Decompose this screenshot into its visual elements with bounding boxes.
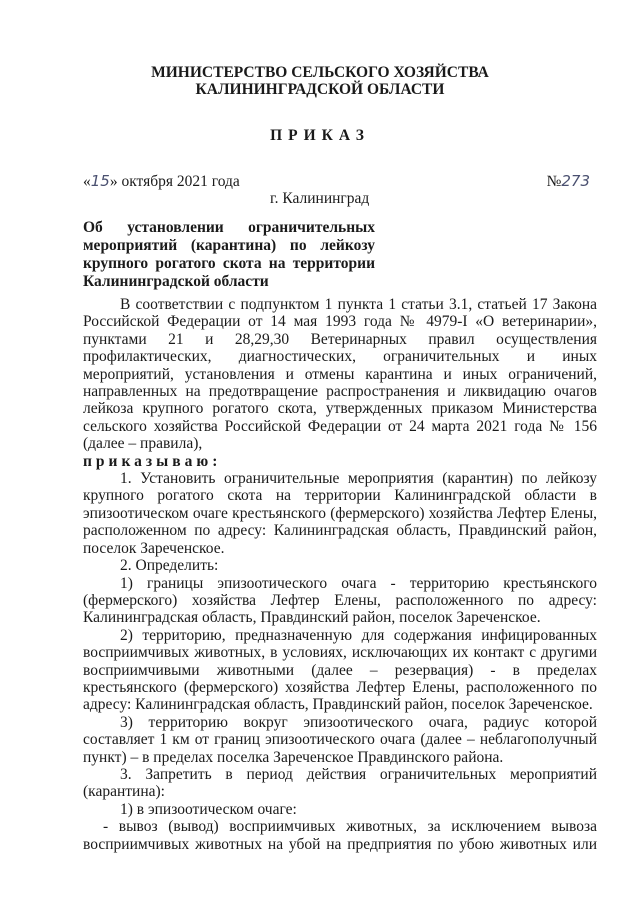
item-1: 1. Установить ограничительные мероприятия (карантин) по лейкозу крупного рогатого скота на территории Калининградской области в эпизоотическом очаге крестьянского (фермерского) хозяйства Лефтер Елены, расположенном по адресу: Калининградская область, Правдинский район, поселок Зареченское. — [83, 470, 597, 557]
item-2: 2. Определить: — [120, 557, 219, 575]
item-3: 3. Запретить в период действия ограничительных мероприятий (карантина): — [83, 765, 597, 801]
order-date — [83, 172, 240, 191]
item-3-1: 1) в эпизоотическом очаге: — [120, 800, 297, 818]
order-subject: Об установлении ограничительных мероприятий (карантина) по лейкозу крупного рогатого скота на территории Калининградской области — [83, 219, 375, 290]
order-body — [83, 296, 597, 853]
number-prefix: № — [546, 173, 562, 190]
ministry-title — [0, 64, 640, 98]
item-3-1-a: - вывоз (вывод) восприимчивых животных, за исключением вывоза восприимчивых животных на убой на предприятия по убою животных или — [83, 818, 597, 853]
date-day-handwritten: 15 — [90, 172, 110, 190]
preamble-paragraph: В соответствии с подпунктом 1 пункта 1 статьи 3.1, статьей 17 Закона Российской Федерации от 14 мая 1993 года № 4979-I «О ветеринарии», пунктами 21 и 28,29,30 Ветеринарных правил осуществления профилактических, диагностических, ограничительных и иных мероприятий, установления и отмены карантина и иных ограничений, направленных на предотвращение распространения и ликвидацию очагов лейкоза крупного рогатого скота, утвержденных приказом Министерства сельского хозяйства Российской Федерации от 24 марта 2021 года № 156 (далее – правила), — [83, 296, 597, 453]
item-2-2: 2) территорию, предназначенную для содержания инфицированных восприимчивых животных, в условиях, исключающих их контакт с другими восприимчивыми животными (далее – резервация) - в пределах крестьянского (фермерского) хозяйства Лефтер Елены, расположенного по адресу: Калининградская область, Правдинский район, поселок Зареченское. — [83, 626, 597, 714]
number-value-handwritten: 273 — [561, 172, 590, 190]
item-2-3: 3) территорию вокруг эпизоотического очага, радиус которой составляет 1 км от границ эпизоотического очага (далее – неблагополучный пункт) – в пределах поселка Зареченское Правдинского района. — [83, 713, 597, 766]
ministry-line-2: КАЛИНИНГРАДСКОЙ ОБЛАСТИ — [195, 81, 445, 98]
order-number — [547, 172, 590, 191]
order-word: приказываю: — [83, 452, 222, 470]
date-open-quote: « — [83, 173, 91, 190]
date-month-year: » октября 2021 года — [109, 173, 240, 190]
item-2-1: 1) границы эпизоотического очага - территорию крестьянского (фермерского) хозяйства Лефтер Елены, расположенного по адресу: Калининградская область, Правдинский район, поселок Зареченское. — [83, 574, 597, 627]
document-type: ПРИКАЗ — [270, 127, 370, 144]
ministry-line-1: МИНИСТЕРСТВО СЕЛЬСКОГО ХОЗЯЙСТВА — [151, 64, 489, 81]
city: г. Калининград — [270, 190, 370, 207]
